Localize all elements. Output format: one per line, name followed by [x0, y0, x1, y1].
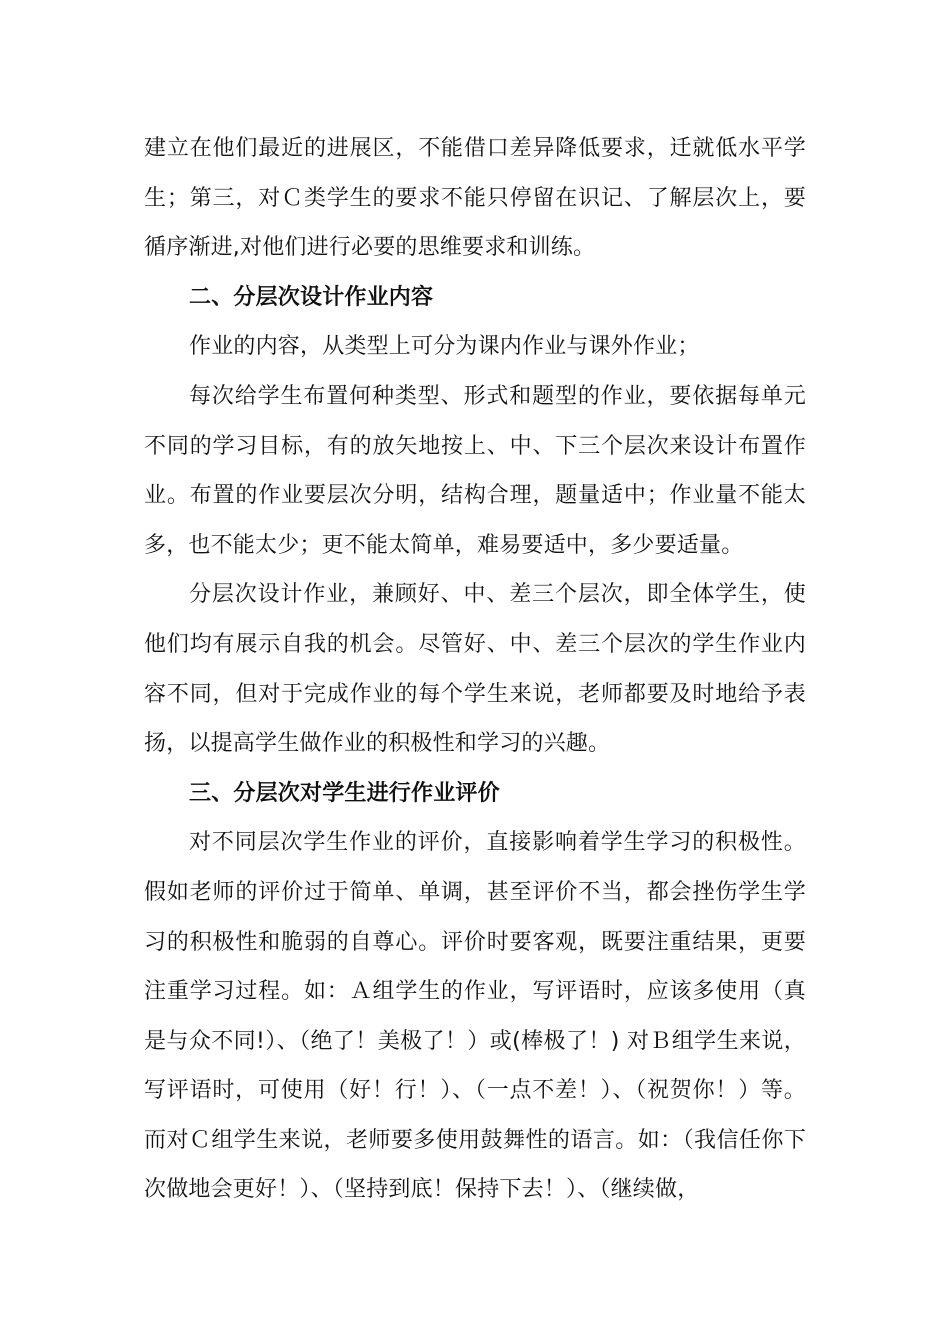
section-heading-3: 三、分层次对学生进行作业评价 [189, 780, 500, 806]
paragraph-homework-design: 每次给学生布置何种类型、形式和题型的作业，要依据每单元不同的学习目标，有的放矢地按上、中、下三个层次来设计布置作业。布置的作业要层次分明，结构合理，题量适中；作业量不能太多，也不能太少；更不能太简单，难易要适中，多少要适量。 [144, 383, 806, 558]
section-heading-2: 二、分层次设计作业内容 [189, 284, 434, 310]
paragraph-continuation: 建立在他们最近的进展区，不能借口差异降低要求，迁就低水平学生；第三，对Ｃ类学生的要求不能只停留在识记、了解层次上，要循序渐进,对他们进行必要的思维要求和训练。 [144, 136, 806, 261]
paragraph-layered-design: 分层次设计作业，兼顾好、中、差三个层次，即全体学生，使他们均有展示自我的机会。尽管好、中、差三个层次的学生作业内容不同，但对于完成作业的每个学生来说，老师都要及时地给予表扬，以提高学生做作业的积极性和学习的兴趣。 [144, 582, 806, 757]
paragraph-homework-types: 作业的内容，从类型上可分为课内作业与课外作业； [189, 334, 700, 360]
document-body [144, 124, 806, 1215]
paragraph-evaluation: 对不同层次学生作业的评价，直接影响着学生学习的积极性。假如老师的评价过于简单、单调，甚至评价不当，都会挫伤学生学习的积极性和脆弱的自尊心。评价时要客观，既要注重结果，更要注重学习过程。如：Ａ组学生的作业，写评语时，应该多使用（真是与众不同!）、（绝了！美极了！）或(棒极了！) 对Ｂ组学生来说，写评语时，可使用（好！行！）、（一点不差！）、（祝贺你！）等。而对Ｃ组学生来说，老师要多使用鼓舞性的语言。如：（我信任你下次做地会更好！）、（坚持到底！保持下去！）、（继续做， [144, 830, 806, 1203]
